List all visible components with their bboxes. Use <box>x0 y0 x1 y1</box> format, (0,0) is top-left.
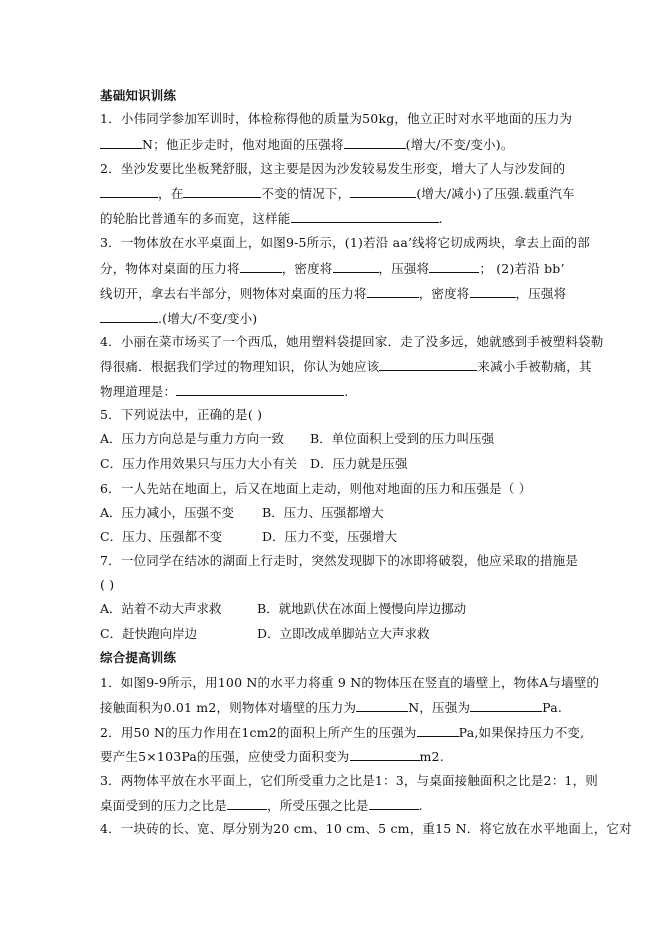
question-3-line-3 <box>100 285 570 302</box>
question-text: 接触面积为0.01 m2，则物体对墙壁的压力为 <box>100 700 357 715</box>
question-2-line-2 <box>100 185 575 202</box>
question-text: ，密度将 <box>418 286 470 301</box>
question-4-line-3 <box>100 383 570 400</box>
answer-blank[interactable] <box>417 724 459 737</box>
question-text: ，密度将 <box>281 261 333 276</box>
question-text: m2. <box>419 749 444 764</box>
answer-blank[interactable] <box>369 797 419 810</box>
advanced-question-2-line-1 <box>100 724 585 741</box>
option-c[interactable]: C．压力作用效果只与压力大小有关 <box>100 456 298 471</box>
answer-blank[interactable] <box>367 285 419 298</box>
option-b[interactable]: B．就地趴伏在冰面上慢慢向岸边挪动 <box>257 601 467 616</box>
question-1-line-1: 1．小伟同学参加军训时，体检称得他的质量为50kg，他立正时对水平地面的压力为 <box>100 111 573 126</box>
option-c[interactable]: C．压力、压强都不变 <box>100 529 223 544</box>
option-c[interactable]: C．赶快跑向岸边 <box>100 626 198 641</box>
advanced-question-1-line-1: 1．如图9-9所示，用100 N的水平力将重 9 N的物体压在竖直的墙壁上，物体A与墙壁的 <box>100 675 600 690</box>
question-text: Pa. <box>542 700 563 715</box>
question-text: . <box>438 211 443 226</box>
question-text: N；他正步走时，他对地面的压强将 <box>142 137 344 152</box>
question-text: 2．用50 N的压力作用在1cm2的面积上所产生的压强为 <box>100 725 417 740</box>
answer-blank[interactable] <box>350 185 416 198</box>
answer-blank[interactable] <box>100 185 158 198</box>
answer-blank[interactable] <box>350 748 420 761</box>
question-3-line-2 <box>100 260 570 277</box>
question-text: Pa,如果保持压力不变, <box>458 725 585 740</box>
question-text: 得很痛．根据我们学过的物理知识，你认为她应该 <box>100 359 380 374</box>
question-text: ，压强将 <box>515 286 567 301</box>
question-4-line-2 <box>100 358 592 375</box>
question-3-line-4 <box>100 310 570 327</box>
question-6-stem: 6．一人先站在地面上，后又在地面上走动，则他对地面的压力和压强是（ ） <box>100 481 532 496</box>
answer-blank[interactable] <box>379 358 477 371</box>
answer-blank[interactable] <box>227 797 267 810</box>
option-d[interactable]: D．压力不变，压强增大 <box>262 529 398 544</box>
question-text: 的轮胎比普通车的多而宽，这样能 <box>100 211 291 226</box>
option-d[interactable]: D．压力就是压强 <box>310 456 408 471</box>
answer-blank[interactable] <box>240 260 282 273</box>
question-text: 线切开，拿去右半部分，则物体对桌面的压力将 <box>100 286 367 301</box>
question-text: . <box>418 798 423 813</box>
option-a[interactable]: A．站着不动大声求救 <box>100 601 222 616</box>
question-text: (增大/不变/变小)。 <box>405 137 514 152</box>
answer-blank[interactable] <box>356 699 408 712</box>
question-text: 分，物体对桌面的压力将 <box>100 261 240 276</box>
answer-blank[interactable] <box>183 185 261 198</box>
answer-blank[interactable] <box>470 285 516 298</box>
advanced-question-1-line-2 <box>100 699 570 716</box>
section-heading-basic: 基础知识训练 <box>100 88 177 103</box>
answer-blank[interactable] <box>291 210 439 223</box>
option-b[interactable]: B．压力、压强都增大 <box>262 505 384 520</box>
question-1-line-2 <box>100 136 570 153</box>
question-text: (增大/减小)了压强.载重汽车 <box>416 186 575 201</box>
question-text: .(增大/不变/变小) <box>158 311 258 326</box>
answer-blank[interactable] <box>100 310 158 323</box>
advanced-question-4-line-1: 4．一块砖的长、宽、厚分别为20 cm、10 cm、5 cm，重15 N．将它放在水平地面上，它对 <box>100 821 632 836</box>
question-text: 物理道理是： <box>100 384 177 399</box>
section-heading-advanced: 综合提高训练 <box>100 650 177 665</box>
question-7-stem-line-1: 7．一位同学在结冰的湖面上行走时，突然发现脚下的冰即将破裂，他应采取的措施是 <box>100 553 579 568</box>
question-3-line-1: 3．一物体放在水平桌面上，如图9-5所示，(1)若沿 aa’线将它切成两块，拿去上面的部 <box>100 235 590 250</box>
option-a[interactable]: A．压力减小，压强不变 <box>100 505 235 520</box>
question-text: 要产生5×103Pa的压强，应使受力面积变为 <box>100 749 350 764</box>
advanced-question-2-line-2 <box>100 748 570 765</box>
question-7-stem-line-2: ( ) <box>100 577 115 592</box>
answer-blank[interactable] <box>333 260 379 273</box>
question-text: ； (2)若沿 bb’ <box>479 261 565 276</box>
advanced-question-3-line-2 <box>100 797 570 814</box>
question-4-line-1: 4．小丽在菜市场买了一个西瓜，她用塑料袋提回家．走了没多远，她就感到手被塑料袋勒 <box>100 334 604 349</box>
answer-blank[interactable] <box>429 260 479 273</box>
question-text: 不变的情况下， <box>261 186 351 201</box>
option-d[interactable]: D．立即改成单脚站立大声求救 <box>257 626 430 641</box>
question-text: N，压强为 <box>408 700 471 715</box>
option-b[interactable]: B．单位面积上受到的压力叫压强 <box>310 431 495 446</box>
answer-blank[interactable] <box>100 136 142 149</box>
question-text: . <box>344 384 349 399</box>
answer-blank[interactable] <box>344 136 406 149</box>
question-text: ，所受压强之比是 <box>267 798 369 813</box>
answer-blank[interactable] <box>470 699 542 712</box>
advanced-question-3-line-1: 3．两物体平放在水平面上，它们所受重力之比是1：3，与桌面接触面积之比是2：1，则 <box>100 773 598 788</box>
question-text: 来减小手被勒痛，其 <box>477 359 592 374</box>
question-text: ，在 <box>158 186 184 201</box>
answer-blank[interactable] <box>176 383 344 396</box>
question-2-line-1: 2．坐沙发要比坐板凳舒服，这主要是因为沙发较易发生形变，增大了人与沙发间的 <box>100 161 566 176</box>
question-5-stem: 5．下列说法中，正确的是( ) <box>100 407 263 422</box>
question-text: ，压强将 <box>378 261 430 276</box>
question-2-line-3 <box>100 210 570 227</box>
option-a[interactable]: A．压力方向总是与重力方向一致 <box>100 431 285 446</box>
question-text: 桌面受到的压力之比是 <box>100 798 228 813</box>
